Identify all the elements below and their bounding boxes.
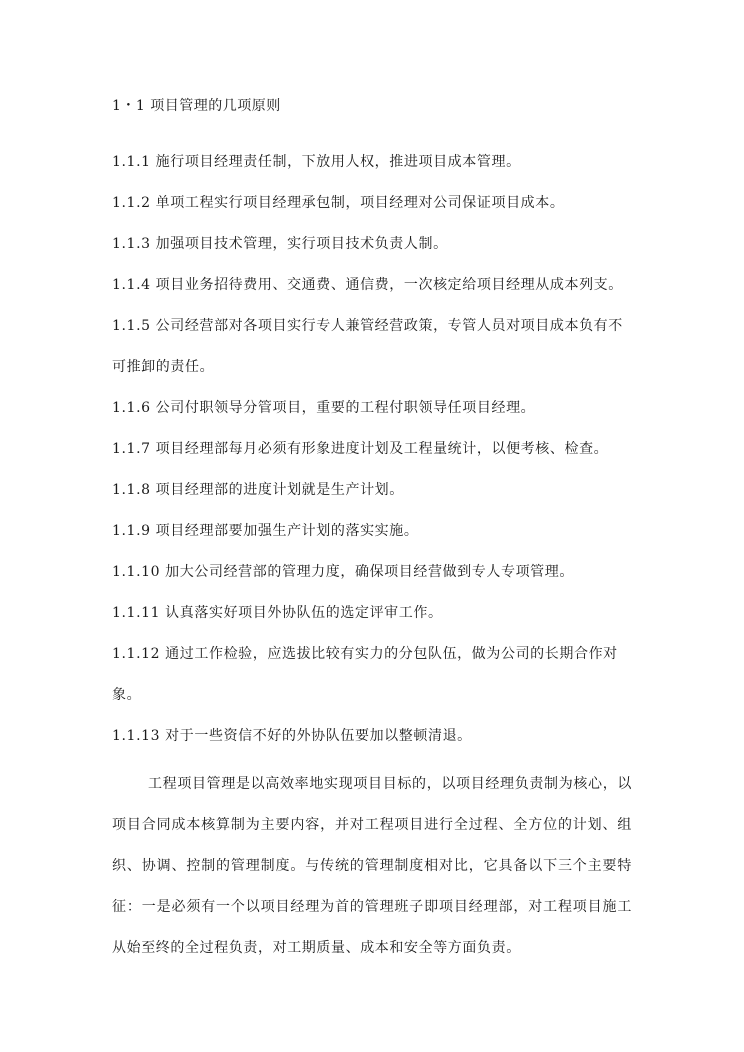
item-text: 1.1.10 加大公司经营部的管理力度，确保项目经营做到专人专项管理。 xyxy=(112,564,574,580)
list-item xyxy=(112,234,632,254)
list-item xyxy=(112,152,632,172)
principles-list xyxy=(112,152,632,767)
list-item xyxy=(112,398,632,418)
list-item xyxy=(112,193,632,213)
list-item xyxy=(112,480,632,500)
item-text: 1.1.3 加强项目技术管理，实行项目技术负责人制。 xyxy=(112,236,448,252)
item-text: 1.1.4 项目业务招待费用、交通费、通信费，一次核定给项目经理从成本列支。 xyxy=(112,277,623,293)
section-heading: 1・1 项目管理的几项原则 xyxy=(112,98,281,114)
list-item xyxy=(112,562,632,582)
item-text: 1.1.9 项目经理部要加强生产计划的落实实施。 xyxy=(112,523,419,539)
body-paragraph: 工程项目管理是以高效率地实现项目目标的，以项目经理负责制为核心，以项目合同成本核算制为主要内容，并对工程项目进行全过程、全方位的计划、组织、协调、控制的管理制度。与传统的管理制度相对比，它具备以下三个主要特征：一是必须有一个以项目经理为首的管理班子即项目经理部，对工程项目施工从始至终的全过程负责，对工期质量、成本和安全等方面负责。 xyxy=(112,776,632,956)
list-item xyxy=(112,726,632,746)
list-item xyxy=(112,275,632,295)
item-text: 1.1.12 通过工作检验，应选拔比较有实力的分包队伍，做为公司的长期合作对 xyxy=(112,646,618,662)
item-continuation: 象。 xyxy=(112,687,142,703)
item-text: 1.1.6 公司付职领导分管项目，重要的工程付职领导任项目经理。 xyxy=(112,400,536,416)
item-text: 1.1.13 对于一些资信不好的外协队伍要加以整顿清退。 xyxy=(112,728,472,744)
list-item xyxy=(112,644,632,705)
item-text: 1.1.1 施行项目经理责任制，下放用人权，推进项目成本管理。 xyxy=(112,154,521,170)
item-text: 1.1.8 项目经理部的进度计划就是生产计划。 xyxy=(112,482,404,498)
item-text: 1.1.5 公司经营部对各项目实行专人兼管经营政策，专管人员对项目成本负有不 xyxy=(112,318,623,334)
list-item xyxy=(112,603,632,623)
list-item xyxy=(112,439,632,459)
list-item xyxy=(112,521,632,541)
list-item xyxy=(112,316,632,377)
item-text: 1.1.11 认真落实好项目外协队伍的选定评审工作。 xyxy=(112,605,443,621)
item-text: 1.1.7 项目经理部每月必须有形象进度计划及工程量统计，以便考核、检查。 xyxy=(112,441,609,457)
item-text: 1.1.2 单项工程实行项目经理承包制，项目经理对公司保证项目成本。 xyxy=(112,195,565,211)
item-continuation: 可推卸的责任。 xyxy=(112,359,215,375)
